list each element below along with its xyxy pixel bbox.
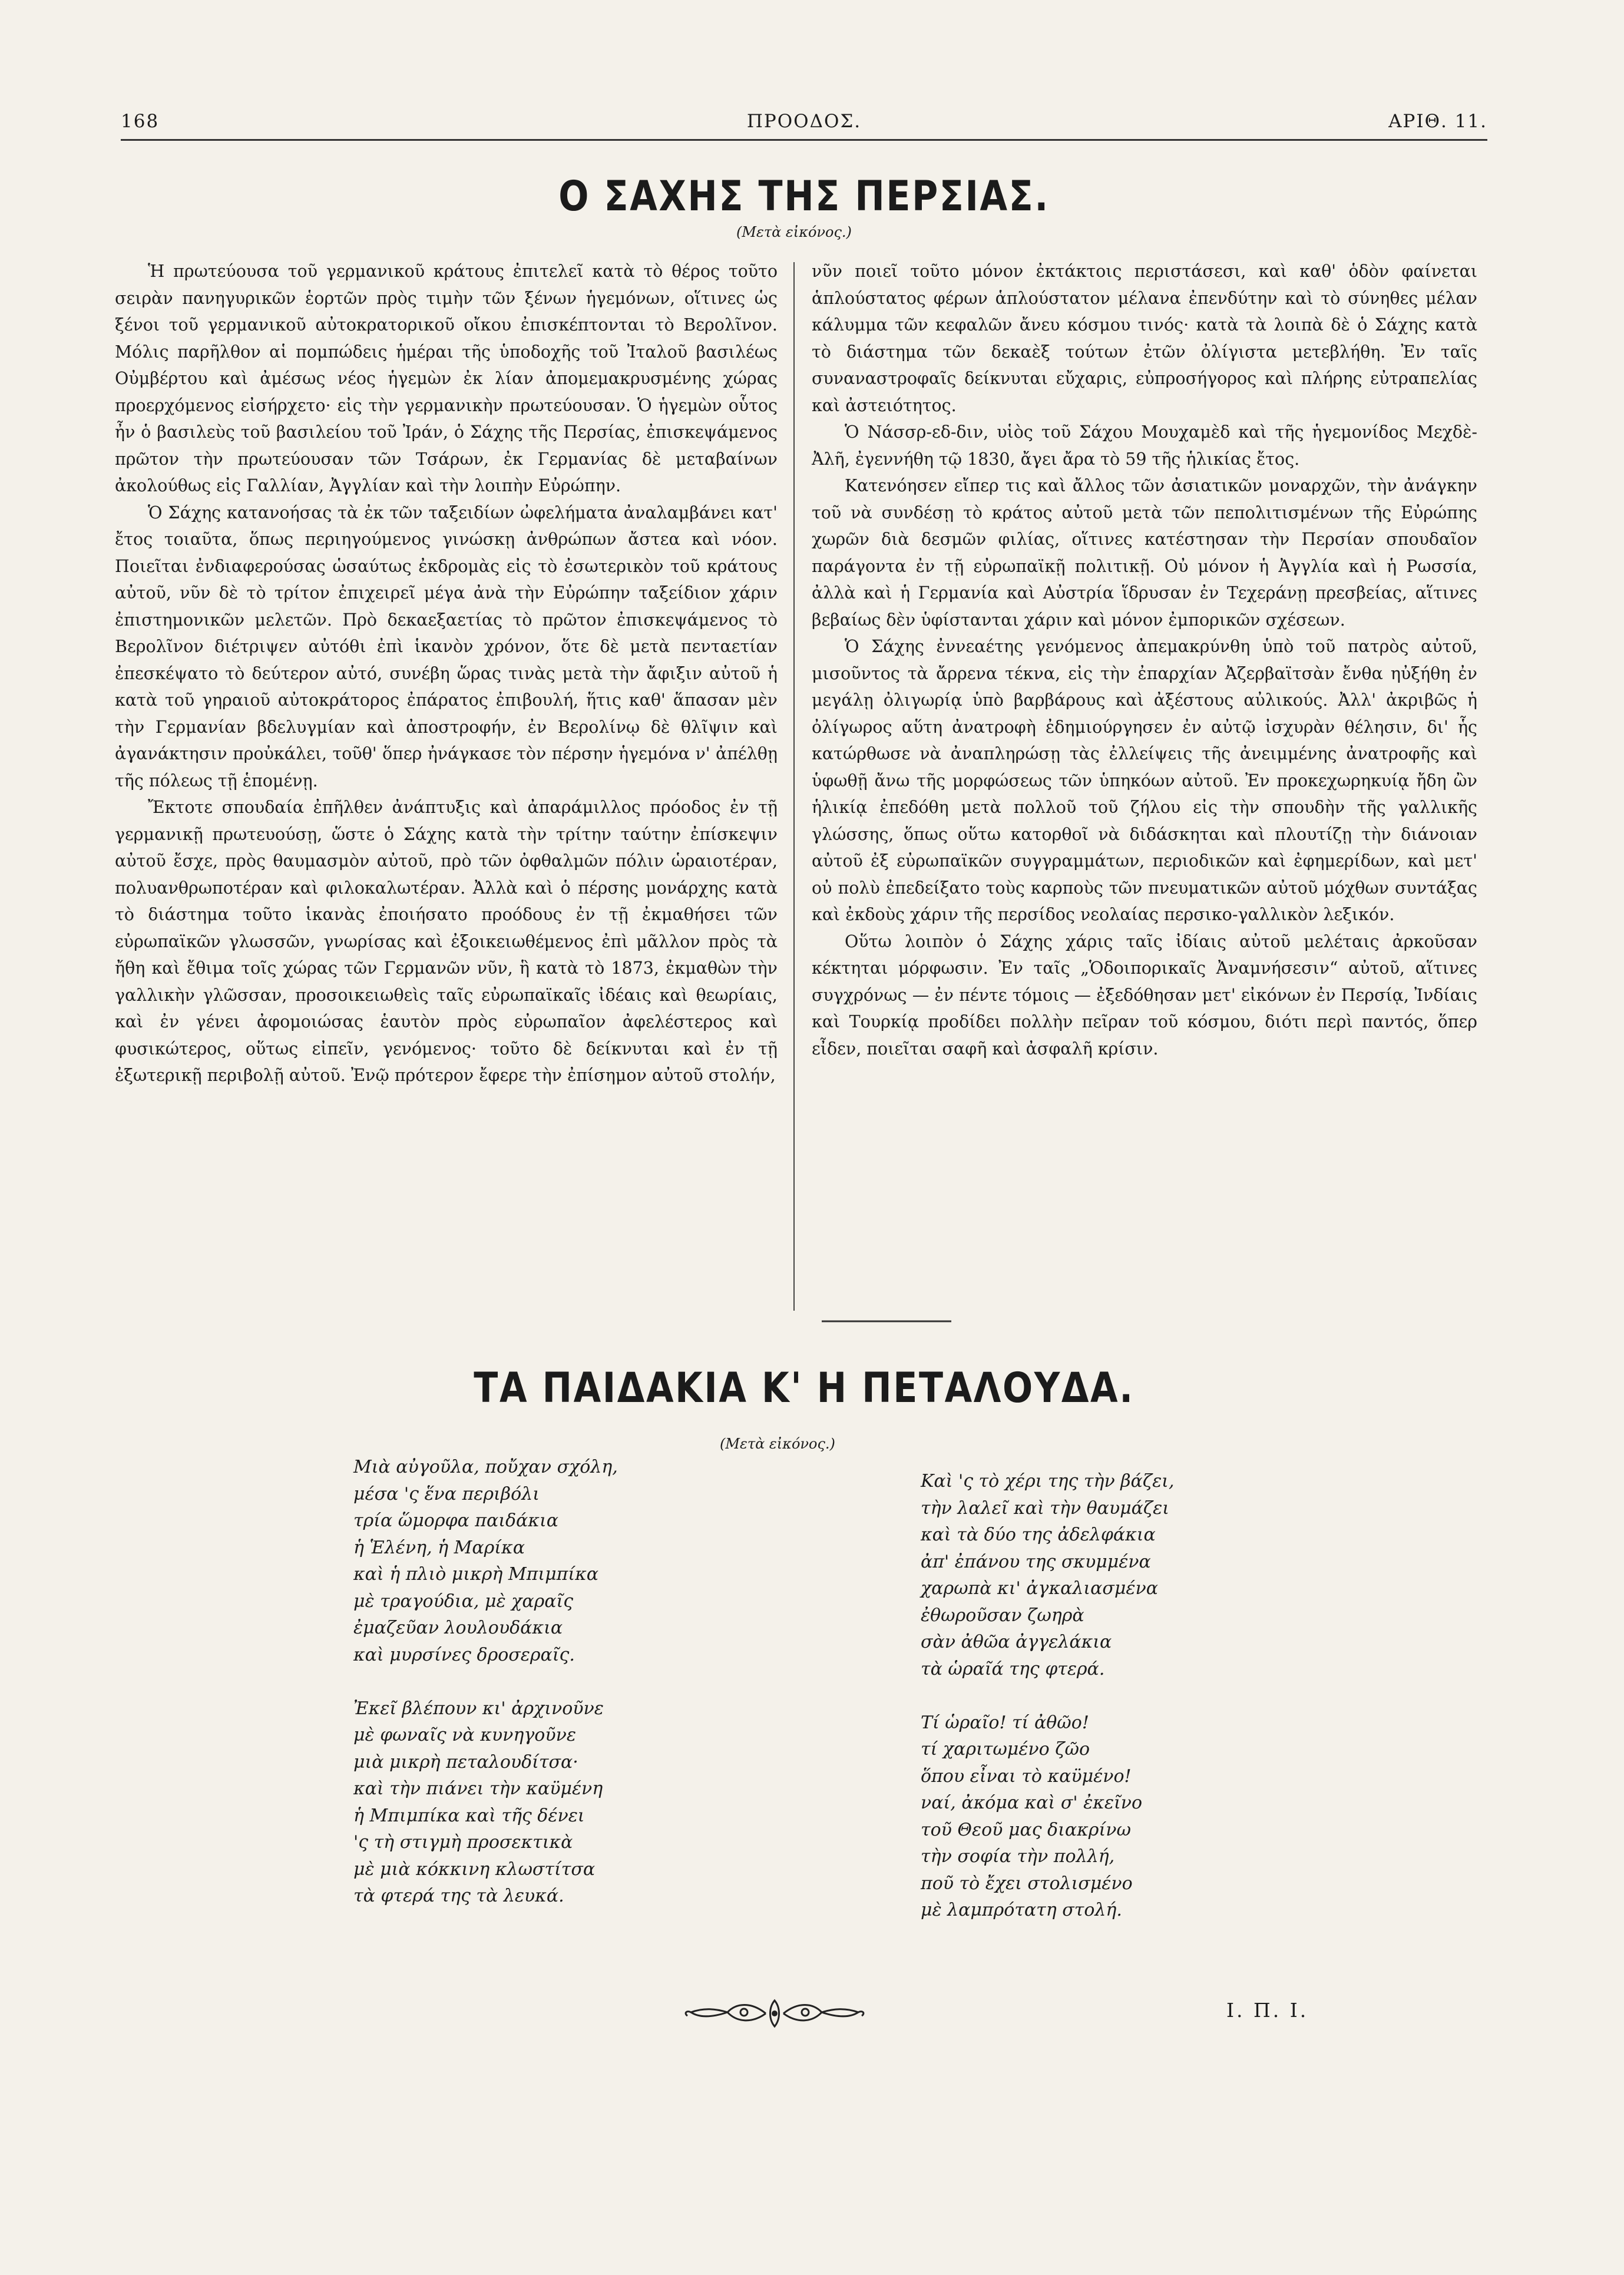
poem-line: ἡ Μπιμπίκα καὶ τῆς δένει — [353, 1805, 585, 1826]
flourish-ornament — [680, 1996, 869, 2031]
poem-line: ναί, ἀκόμα καὶ σ' ἐκεῖνο — [921, 1793, 1143, 1813]
poem-line: καὶ μυρσίνες δροσεραῖς. — [353, 1644, 575, 1665]
poem-line: μὲ μιὰ κόκκινη κλωστίτσα — [353, 1859, 596, 1880]
paragraph: Οὕτω λοιπὸν ὁ Σάχης χάρις ταῖς ἰδίαις αὐτοῦ μελέταις ἀρκοῦσαν κέκτηται μόρφωσιν. Ἐν ταῖς „Ὁδοιπορικαῖς Ἀναμνήσεσιν“ αὐτοῦ, αἵτινες συγχρόνως — ἐν πέντε τόμοις — ἐξεδόθησαν μετ' εἰκόνων ἐν Περσίᾳ, Ἰνδίαις καὶ Τουρκίᾳ προδίδει πολλὴν πεῖραν τοῦ κόσμου, διότι περὶ παντός, ὅπερ εἶδεν, ποιεῖται σαφῆ καὶ ἀσφαλῆ κρίσιν. — [812, 931, 1477, 1059]
paragraph: Κατενόησεν εἴπερ τις καὶ ἄλλος τῶν ἀσιατικῶν μοναρχῶν, τὴν ἀνάγκην τοῦ νὰ συνδέσῃ τὸ κράτος αὐτοῦ μετὰ τῶν πεπολιτισμένων τῆς Εὐρώπης χωρῶν διὰ δεσμῶν φιλίας, οἵτινες κατέστησαν τὴν Περσίαν σπουδαῖον παράγοντα ἐν τῇ εὐρωπαϊκῇ πολιτικῇ. Οὐ μόνον ἡ Ἀγγλία καὶ ἡ Ρωσσία, ἀλλὰ καὶ ἡ Γερμανία καὶ Αὐστρία ἵδρυσαν ἐν Τεχεράνῃ πρεσβείας, αἵτινες βεβαίως δὲν ὑφίστανται χάριν καὶ μόνον ἐμπορικῶν σχέσεων. — [812, 476, 1477, 630]
page-header — [121, 104, 1487, 139]
paragraph: Ὁ Νάσσρ-εδ-διν, υἱὸς τοῦ Σάχου Μουχαμὲδ καὶ τῆς ἡγεμονίδος Μεχδὲ-Ἀλῆ, ἐγεννήθη τῷ 1830, ἄγει ἄρα τὸ 59 τῆς ἡλικίας ἔτος. — [812, 422, 1477, 469]
poem-line: τὴν σοφία τὴν πολλή, — [921, 1846, 1115, 1867]
poem-column-right — [921, 1468, 1174, 1950]
poem-line: σὰν ἀθῶα ἀγγελάκια — [921, 1632, 1112, 1652]
poem-line: ἡ Ἑλένη, ἡ Μαρίκα — [353, 1537, 525, 1558]
poem-line: Καὶ 'ς τὸ χέρι της τὴν βάζει, — [921, 1471, 1175, 1492]
paragraph: Ὁ Σάχης κατανοήσας τὰ ἐκ τῶν ταξειδίων ὠφελήματα ἀναλαμβάνει κατ' ἔτος τοιαῦτα, ὅπως περιηγούμενος γινώσκῃ ἀνθρώπων ἄστεα καὶ νόον. Ποιεῖται ἐνδιαφερούσας ὡσαύτως ἐκδρομὰς εἰς τὸ ἐσωτερικὸν τοῦ κράτους αὐτοῦ, νῦν δὲ τὸ τρίτον ἐπιχειρεῖ μέγα ἀνὰ τὴν Εὐρώπην ταξείδιον χάριν ἐπιστημονικῶν μελετῶν. Πρὸ δεκαεξαετίας τὸ πρῶτον ἐπισκεψάμενος τὸ Βερολῖνον διέτριψεν αὐτόθι ἐπὶ ἱκανὸν χρόνον, ὅτε δὲ μετὰ πενταετίαν ἐπεσκέψατο τὸ δεύτερον αὐτό, συνέβη ὥρας τινὰς μετὰ τὴν ἄφιξιν αὐτοῦ ἡ κατὰ τοῦ γηραιοῦ αὐτοκράτορος ἐπάρατος ἐπιβουλή, ἥτις καθ' ἅπασαν μὲν τὴν Γερμανίαν βδελυγμίαν καὶ ἀποστροφήν, ἐν Βερολίνῳ δὲ θλῖψιν καὶ ἀγανάκτησιν προὐκάλει, τοῦθ' ὅπερ ἠνάγκασε τὸν πέρσην ἡγεμόνα ν' ἀπέλθῃ τῆς πόλεως τῇ ἑπομένῃ. — [115, 502, 778, 791]
poem-line: τρία ὥμορφα παιδάκια — [353, 1510, 559, 1531]
poem-line: τί χαριτωμένο ζῶο — [921, 1739, 1090, 1760]
poem-line: 'ς τὴ στιγμὴ προσεκτικὰ — [353, 1832, 573, 1853]
poem-column-left — [353, 1454, 618, 1936]
paragraph: Ὁ Σάχης ἐννεαέτης γενόμενος ἀπεμακρύνθη ὑπὸ τοῦ πατρὸς αὐτοῦ, μισοῦντος τὰ ἄρρενα τέκνα, εἰς τὴν ἐπαρχίαν Ἀζερβαϊτσὰν ἔνθα ηὐξήθη ἐν μεγάλῃ ὀλιγωρίᾳ ὑπὸ βαρβάρους καὶ ἀξέστους αὐλικούς. Ἀλλ' ἀκριβῶς ἡ ὀλίγωρος αὕτη ἀνατροφὴ ἐδημιούργησεν ἐν αὐτῷ ἰσχυρὰν θέλησιν, δι' ἧς κατώρθωσε νὰ ἀναπληρώσῃ τὰς ἐλλείψεις τῆς ἀνειμμένης ἀνατροφῆς καὶ ὑφωθῇ ἄνω τῆς μορφώσεως τῶν ὑπηκόων αὐτοῦ. Ἐν προκεχωρηκυίᾳ ἤδη ὢν ἡλικίᾳ ἐπεδόθη μετὰ πολλοῦ τοῦ ζήλου εἰς τὴν σπουδὴν τῆς γαλλικῆς γλώσσης, ὅπως οὕτω κατορθοῖ νὰ διδάσκηται καὶ πλουτίζῃ τὴν διάνοιαν αὐτοῦ ἐξ εὐρωπαϊκῶν συγγραμμάτων, περιοδικῶν καὶ ἐφημερίδων, καὶ μετ' οὐ πολὺ ἐπεδείξατο τοὺς καρποὺς τῶν πνευματικῶν αὐτοῦ μόχθων συντάξας καὶ ἐκδοὺς χάριν τῆς περσίδος νεολαίας περσικο-γαλλικὸν λεξικόν. — [812, 637, 1477, 924]
issue-number: ΑΡΙΘ. 11. — [1388, 111, 1487, 132]
poem-line: καὶ τὰ δύο της ἀδελφάκια — [921, 1525, 1156, 1545]
poem-line: ἐμαζεῦαν λουλουδάκια — [353, 1618, 563, 1638]
poem-line: Τί ὡραῖο! τί ἀθῶο! — [921, 1712, 1089, 1733]
poem-line: μιὰ μικρὴ πεταλουδίτσα· — [353, 1751, 578, 1773]
poem-line: Μιὰ αὐγοῦλα, ποὔχαν σχόλη, — [353, 1457, 618, 1477]
section-divider-ornament — [822, 1318, 951, 1325]
article-title: Ο ΣΑΧΗΣ ΤΗΣ ΠΕΡΣΙΑΣ. — [558, 172, 1050, 220]
article-column-right — [812, 258, 1477, 1062]
poem-line: καὶ τὴν πιάνει τὴν καϋμένη — [353, 1778, 603, 1799]
journal-title: ΠΡΟΟΔΟΣ. — [746, 111, 862, 132]
poem-line: ἀπ' ἐπάνου της σκυμμένα — [921, 1551, 1151, 1572]
poem-stanza — [353, 1454, 618, 1668]
article-subtitle: (Μετὰ εἰκόνος.) — [736, 224, 852, 240]
poem-stanza — [921, 1709, 1174, 1924]
poem-line: τοῦ Θεοῦ μας διακρίνω — [921, 1819, 1131, 1840]
poem-stanza — [921, 1468, 1174, 1682]
poem-line: τὰ φτερά της τὰ λευκά. — [353, 1886, 564, 1906]
poem-line: μὲ φωναῖς νὰ κυνηγοῦνε — [353, 1725, 576, 1745]
poem-line: μὲ τραγούδια, μὲ χαραῖς — [353, 1590, 574, 1612]
page-number: 168 — [121, 111, 160, 132]
poem-line: Ἐκεῖ βλέπουν κι' ἀρχινοῦνε — [353, 1698, 604, 1719]
poem-title: ΤΑ ΠΑΙΔΑΚΙΑ Κ' Η ΠΕΤΑΛΟΥΔΑ. — [474, 1364, 1135, 1412]
poem-line: τὴν λαλεῖ καὶ τὴν θαυμάζει — [921, 1497, 1170, 1519]
poem-line: μέσα 'ς ἕνα περιβόλι — [353, 1483, 540, 1504]
poem-line: ποῦ τὸ ἔχει στολισμένο — [921, 1873, 1133, 1894]
poem-line: ὅπου εἶναι τὸ καϋμένο! — [921, 1765, 1132, 1787]
poem-line: τὰ ὡραῖά της φτερά. — [921, 1658, 1105, 1679]
paragraph: Ἔκτοτε σπουδαία ἐπῆλθεν ἀνάπτυξις καὶ ἀπαράμιλλος πρόοδος ἐν τῇ γερμανικῇ πρωτευούσῃ, ὥστε ὁ Σάχης κατὰ τὴν τρίτην ταύτην ἐπίσκεψιν αὐτοῦ ἔσχε, πρὸς θαυμασμὸν αὐτοῦ, πρὸ τῶν ὀφθαλμῶν πόλιν ὡραιοτέραν, πολυανθρωποτέραν καὶ φιλοκαλωτέραν. Ἀλλὰ καὶ ὁ πέρσης μονάρχης κατὰ τὸ διάστημα τοῦτο ἱκανὰς ἐποιήσατο προόδους ἐν τῇ ἐκμαθήσει τῶν εὐρωπαϊκῶν γλωσσῶν, γνωρίσας καὶ ἐξοικειωθέμενος ἐπὶ μᾶλλον πρὸς τὰ ἤθη καὶ ἔθιμα τοῖς χώρας τῶν Γερμανῶν νῦν, ἣ κατὰ τὸ 1873, ἐκμαθὼν τὴν γαλλικὴν γλῶσσαν, προσοικειωθεὶς ταῖς εὐρωπαϊκαῖς ἰδέαις καὶ θεωρίαις, καὶ ἐν γένει ἀφομοιώσας ἑαυτὸν πρὸς εὐρωπαῖον ἀφελέστερος καὶ φυσικώτερος, οὕτως εἰπεῖν, γενόμενος· τοῦτο δὲ δείκνυται καὶ ἐν τῇ ἐξωτερικῇ περιβολῇ αὐτοῦ. Ἐνῷ πρότερον ἔφερε τὴν ἐπίσημον αὐτοῦ στολήν, — [115, 798, 778, 1085]
column-divider — [793, 262, 795, 1311]
poem-line: ἐθωροῦσαν ζωηρὰ — [921, 1605, 1084, 1626]
poem-line: μὲ λαμπρότατη στολή. — [921, 1900, 1122, 1920]
poem-subtitle: (Μετὰ εἰκόνος.) — [720, 1436, 835, 1452]
paragraph: Ἡ πρωτεύουσα τοῦ γερμανικοῦ κράτους ἐπιτελεῖ κατὰ τὸ θέρος τοῦτο σειρὰν πανηγυρικῶν ἑορτῶν πρὸς τιμὴν τῶν ξένων ἡγεμόνων, οἵτινες ὡς ξένοι τοῦ γερμανικοῦ αὐτοκρατορικοῦ οἴκου ἐπισκέπτονται τὸ Βερολῖνον. Μόλις παρῆλθον αἱ πομπώδεις ἡμέραι τῆς ὑποδοχῆς τοῦ Ἰταλοῦ βασιλέως Οὐμβέρτου καὶ ἀμέσως νέος ἡγεμὼν ἐκ λίαν ἀπομεμακρυσμένης χώρας προερχόμενος εἰσήρχετο· εἰς τὴν γερμανικὴν πρωτεύουσαν. Ὁ ἡγεμὼν οὗτος ἦν ὁ βασιλεὺς τοῦ βασιλείου τοῦ Ἰράν, ὁ Σάχης τῆς Περσίας, ἐπισκεψάμενος πρῶτον τὴν πρωτεύουσαν τῶν Τσάρων, ἐκ Γερμανίας δὲ μεταβαίνων ἀκολούθως εἰς Γαλλίαν, Ἀγγλίαν καὶ τὴν λοιπὴν Εὐρώπην. — [115, 262, 778, 495]
header-rule — [121, 139, 1487, 141]
poem-line: χαρωπὰ κι' ἀγκαλιασμένα — [921, 1578, 1158, 1599]
article-column-left — [115, 258, 778, 1089]
paragraph: νῦν ποιεῖ τοῦτο μόνον ἐκτάκτοις περιστάσεσι, καὶ καθ' ὁδὸν φαίνεται ἁπλούστατος φέρων ἁπλούστατον μέλανα ἐπενδύτην καὶ τὸ σύνηθες μέλαν κάλυμμα τῶν κεφαλῶν ἄνευ κόσμου τινός· κατὰ τὰ λοιπὰ δὲ ὁ Σάχης κατὰ τὸ διάστημα τῶν δεκαὲξ τούτων ἐτῶν ὀλίγιστα μετεβλήθη. Ἐν ταῖς συναναστροφαῖς δείκνυται εὔχαρις, εὐπροσήγορος καὶ πλήρης εὐτραπελίας καὶ ἀστειότητος. — [812, 262, 1477, 415]
poem-author: I. Π. I. — [1226, 1999, 1309, 2022]
poem-line: καὶ ἡ πλιὸ μικρὴ Μπιμπίκα — [353, 1564, 599, 1585]
poem-stanza — [353, 1695, 618, 1910]
